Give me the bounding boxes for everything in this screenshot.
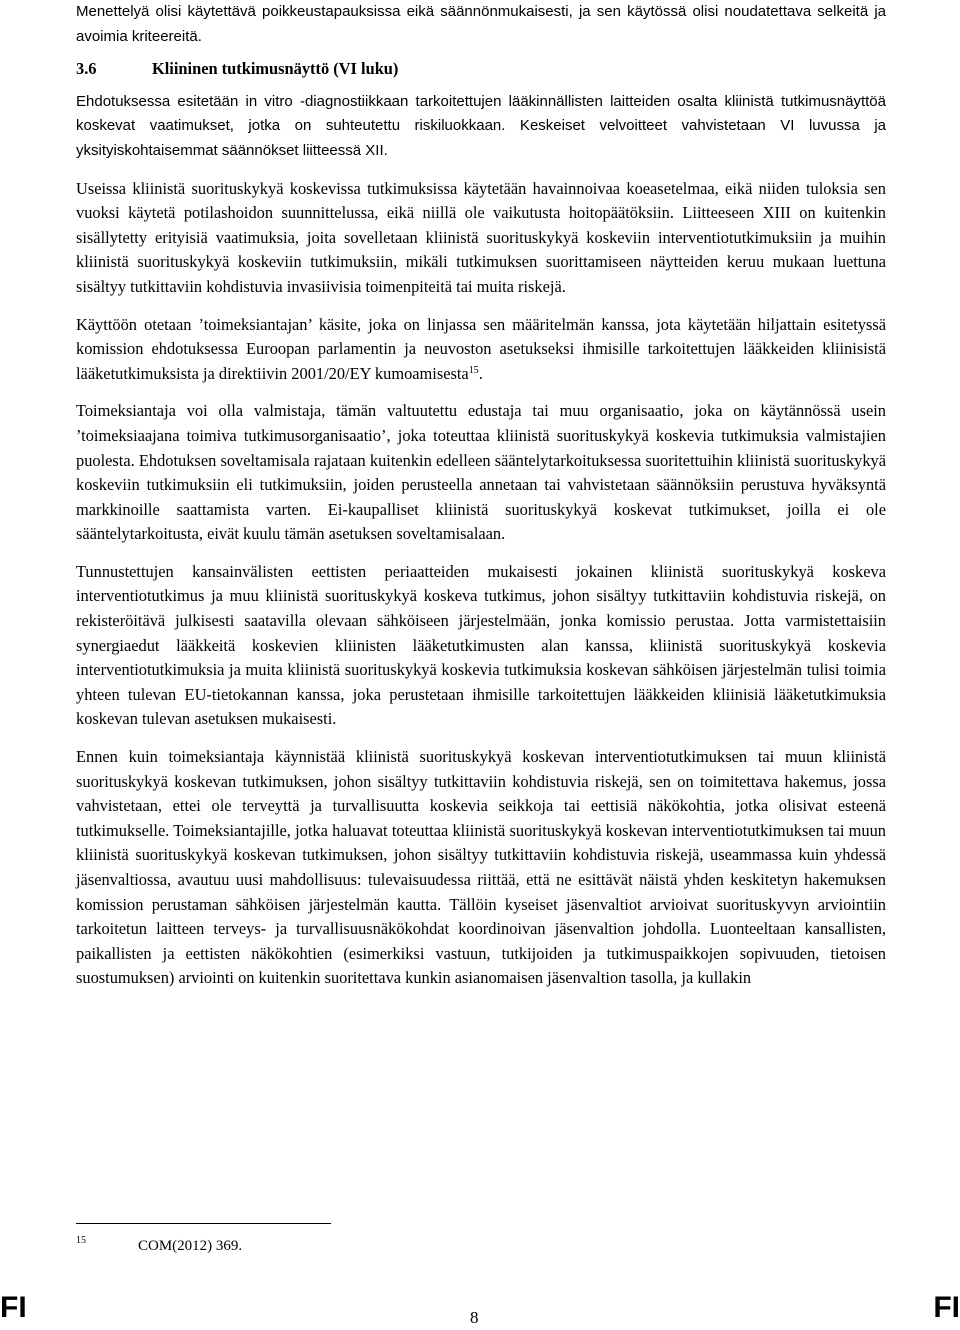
paragraph-5: Tunnustettujen kansainvälisten eettisten periaatteiden mukaisesti jokainen kliinistä suorituskykyä koskeva interventiotutkimus ja muu kliinistä suorituskykyä koskeva tutkimus, johon sisältyy tutkittaviin kohdistuvia riskejä, on rekisteröitävä julkisesti saatavilla olevaan sähköiseen järjestelmään, jonka komissio perustaa. Jotta varmistettaisiin synergiaedut lääkkeitä koskevien kliinisten lääketutkimusten alan kanssa, kliinistä suorituskykyä koskevia interventiotutkimuksia ja muita kliinistä suorituskykyä koskevia tutkimuksia koskevan sähköisen järjestelmän tulisi toimia yhteen tulevan EU-tietokannan kanssa, joka perustetaan ihmisille tarkoitettujen lääkkeiden kliinisiä lääketutkimuksia koskevan tulevan asetuksen mukaisesti. (76, 561, 886, 729)
paragraph-1: Ehdotuksessa esitetään in vitro -diagnostiikkaan tarkoitettujen lääkinnällisten laitteiden osalta kliinistä tutkimusnäyttöä koskevat vaatimukset, jotka on suhteutettu riskiluokkaan. Keskeiset velvoitteet vahvistetaan VI luvussa ja yksityiskohtaisemmat säännökset liitteessä XII. (76, 92, 886, 159)
language-code-left: FI (0, 1291, 27, 1324)
footnote-ref[interactable]: 15 (468, 364, 479, 376)
paragraph-4: Toimeksiantaja voi olla valmistaja, tämän valtuutettu edustaja tai muu organisaatio, joka on käytännössä usein ’toimeksiaajana toimiva tutkimusorganisaatio’, joka toteuttaa kliinistä suorituskykyä koskevia tutkimuksia valmistajien puolesta. Ehdotuksen soveltamisala rajataan kuitenkin edelleen sääntelytarkoituksessa suoritettuihin kliinistä suorituskykyä koskeviin tutkimuksiin eli tutkimuksiin, joiden perusteella annetaan tai vahvistetaan säännöksiin perustuva hyväksyntä markkinoille saattamista varten. Ei-kaupalliset kliinistä suorituskykyä koskevat tutkimukset, joilla ei ole sääntelytarkoitusta, eivät kuulu tämän asetuksen soveltamisalaan. (76, 401, 886, 544)
footnote-divider (76, 1223, 331, 1224)
section-title: Kliininen tutkimusnäyttö (VI luku) (152, 59, 399, 79)
paragraph-3-text: Käyttöön otetaan ’toimeksiantajan’ käsite, joka on linjassa sen määritelmän kanssa, jota käytetään hiljattain esitetyssä komission ehdotuksessa Euroopan parlamentin ja neuvoston asetukseksi ihmisille tarkoitettujen lääkkeiden kliinisistä lääketutkimuksista ja direktiivin 2001/20/EY kumoamisesta (76, 314, 886, 383)
footnote-text: COM(2012) 369. (138, 1238, 243, 1254)
footnote (76, 1234, 242, 1255)
page-number: 8 (470, 1308, 479, 1327)
document-body (76, 0, 886, 1004)
paragraph-6: Ennen kuin toimeksiantaja käynnistää kliinistä suorituskykyä koskevan interventiotutkimuksen tai muun kliinistä suorituskykyä koskevan tutkimuksen, johon sisältyy tutkittaviin kohdistuvia riskejä, sen on toimitettava hakemus, jossa vahvistetaan, ettei ole terveyttä ja turvallisuutta koskevia seikkoja tai eettisiä näkökohtia, jotka olisivat esteenä tutkimukselle. Toimeksiantajille, jotka haluavat toteuttaa kliinistä suorituskykyä koskevan interventiotutkimuksen tai muun kliinistä suorituskykyä koskevan tutkimuksen, johon sisältyy tutkittaviin kohdistuvia riskejä, useammassa kuin yhdessä jäsenvaltiossa, avautuu uusi mahdollisuus: tulevaisuudessa riittää, että ne esittävät näistä yhden keskitetyn hakemuksen komission perustaman sähköisen järjestelmän kautta. Tällöin kyseiset jäsenvaltiot arvioivat suorituskyvyn arviointiin tarkoitetun laitteen terveys- ja turvallisuusnäkökohdat koordinoivan jäsenvaltion johdolla. Luonteeltaan kansallisten, paikallisten ja eettisten näkökohtien (esimerkiksi vastuun, tutkijoiden ja tutkimuspaikkojen sopivuuden, tietoisen suostumuksen) arviointi on kuitenkin suoritettava kunkin asianomaisen jäsenvaltion tasolla, ja kullakin (76, 747, 886, 988)
language-code-right: FI (933, 1291, 960, 1324)
footnote-number: 15 (76, 1235, 86, 1246)
section-number: 3.6 (76, 59, 97, 79)
paragraph-intro: Menettelyä olisi käytettävä poikkeustapauksissa eikä säännönmukaisesti, ja sen käytössä olisi noudatettava selkeitä ja avoimia kriteereitä. (76, 3, 886, 45)
section-heading (76, 57, 886, 82)
paragraph-3 (76, 313, 886, 387)
paragraph-2: Useissa kliinistä suorituskykyä koskevissa tutkimuksissa käytetään havainnoivaa koeasetelmaa, eikä niiden tuloksia sen vuoksi käytetä potilashoidon suunnittelussa, eikä niillä ole vaikutusta hoitopäätöksiin. Liitteeseen XIII on kuitenkin sisällytetty erityisiä vaatimuksia, joita sovelletaan kliinistä suorituskykyä koskeviin interventiotutkimuksiin ja muihin kliinistä suorituskykyä koskeviin tutkimuksiin, mikäli tutkimuksen suorittamiseen näytteiden keruu mukaan luettuna sisältyy tutkittaviin kohdistuvia invasiivisia toimenpiteitä tai muita riskejä. (76, 178, 886, 296)
paragraph-3-end: . (478, 363, 483, 383)
